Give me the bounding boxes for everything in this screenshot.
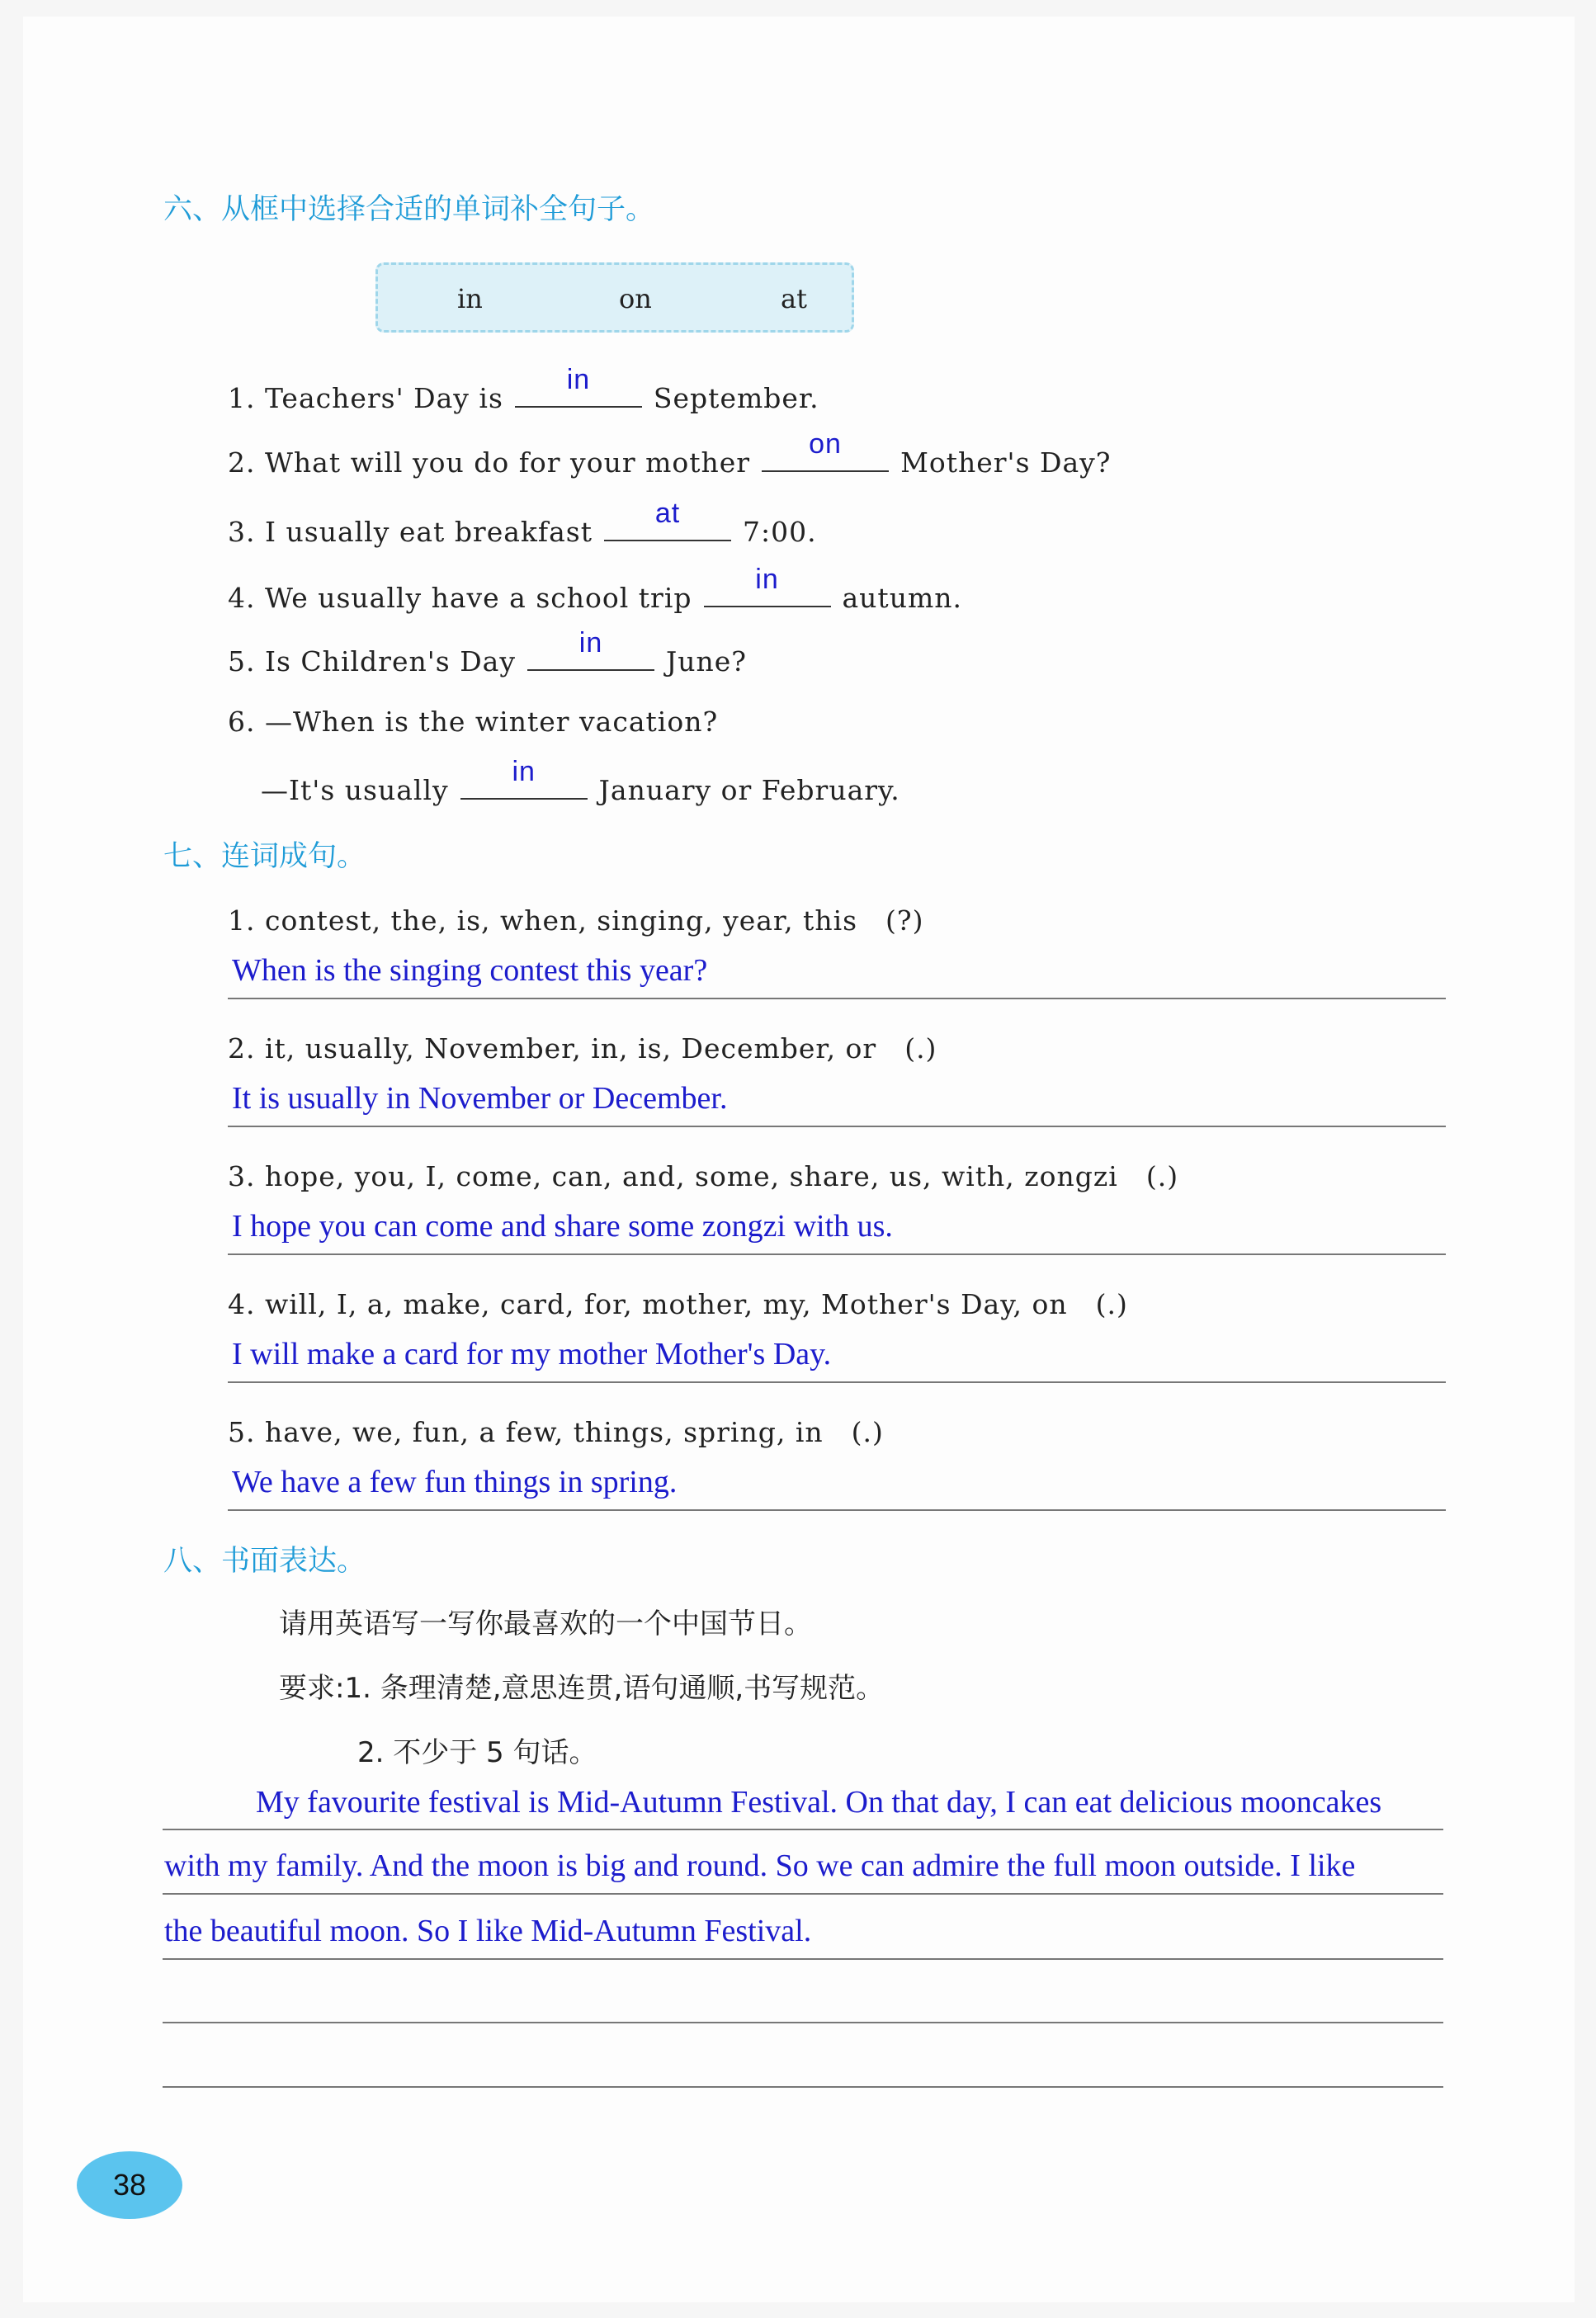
writing-line xyxy=(163,1958,1443,1960)
word-order-answer: I hope you can come and share some zongzi with us. xyxy=(232,1209,893,1244)
writing-line xyxy=(163,1829,1443,1830)
essay-line: the beautiful moon. So I like Mid-Autumn Festival. xyxy=(164,1914,812,1948)
word-order-prompt: 4. will, I, a, make, card, for, mother, my, Mother's Day, on (.) xyxy=(228,1288,1128,1320)
word-order-answer: When is the singing contest this year? xyxy=(232,953,708,988)
word-bank-word: on xyxy=(619,283,652,314)
answer-blank[interactable] xyxy=(762,428,889,472)
answer-text: in xyxy=(755,564,779,595)
word-bank-word: in xyxy=(457,283,483,314)
writing-requirement: 2. 不少于 5 句话。 xyxy=(357,1736,597,1769)
writing-line xyxy=(163,1893,1443,1895)
word-bank-word: at xyxy=(781,283,807,314)
section7-heading: 七、连词成句。 xyxy=(163,840,366,873)
word-order-prompt: 1. contest, the, is, when, singing, year, this (?) xyxy=(228,904,924,937)
fill-blank-item: 1. Teachers' Day is in September. xyxy=(228,364,819,414)
word-order-prompt: 2. it, usually, November, in, is, December, or (.) xyxy=(228,1032,937,1065)
section6-heading: 六、从框中选择合适的单词补全句子。 xyxy=(163,193,655,226)
answer-line xyxy=(228,998,1446,999)
word-order-answer: I will make a card for my mother Mother's Day. xyxy=(232,1337,832,1371)
answer-line xyxy=(228,1381,1446,1383)
word-order-prompt: 3. hope, you, I, come, can, and, some, share, us, with, zongzi (.) xyxy=(228,1160,1179,1192)
fill-blank-item: 2. What will you do for your mother on Mother's Day? xyxy=(228,428,1112,479)
essay-line: My favourite festival is Mid-Autumn Festival. On that day, I can eat delicious mooncakes xyxy=(256,1785,1382,1820)
fill-blank-item: 6. —When is the winter vacation? xyxy=(228,706,719,738)
word-order-answer: It is usually in November or December. xyxy=(232,1081,728,1116)
essay-line: with my family. And the moon is big and round. So we can admire the full moon outside. I like xyxy=(164,1848,1356,1883)
answer-line xyxy=(228,1509,1446,1511)
writing-instruction: 请用英语写一写你最喜欢的一个中国节日。 xyxy=(279,1607,812,1641)
fill-blank-item: —It's usually in January or February. xyxy=(261,756,900,806)
answer-text: in xyxy=(566,364,591,395)
answer-blank[interactable] xyxy=(515,364,642,408)
word-order-prompt: 5. have, we, fun, a few, things, spring, in (.) xyxy=(228,1416,884,1448)
writing-line xyxy=(163,2022,1443,2023)
answer-blank[interactable] xyxy=(704,564,831,607)
word-order-answer: We have a few fun things in spring. xyxy=(232,1465,678,1499)
fill-blank-item: 5. Is Children's Day in June? xyxy=(228,627,747,677)
answer-line xyxy=(228,1253,1446,1255)
page-number-badge: 38 xyxy=(77,2151,182,2219)
section8-heading: 八、书面表达。 xyxy=(163,1545,366,1578)
answer-blank[interactable] xyxy=(604,498,731,541)
fill-blank-item: 4. We usually have a school trip in autumn. xyxy=(228,564,962,614)
fill-blank-item: 3. I usually eat breakfast at 7:00. xyxy=(228,498,817,548)
answer-text: at xyxy=(654,498,681,529)
word-bank-box xyxy=(375,262,854,333)
answer-text: in xyxy=(512,756,536,787)
writing-line xyxy=(163,2086,1443,2088)
answer-line xyxy=(228,1126,1446,1127)
writing-requirement: 要求:1. 条理清楚,意思连贯,语句通顺,书写规范。 xyxy=(279,1672,885,1705)
answer-blank[interactable] xyxy=(460,756,588,800)
answer-blank[interactable] xyxy=(527,627,654,671)
answer-text: in xyxy=(578,627,603,659)
answer-text: on xyxy=(809,428,842,460)
